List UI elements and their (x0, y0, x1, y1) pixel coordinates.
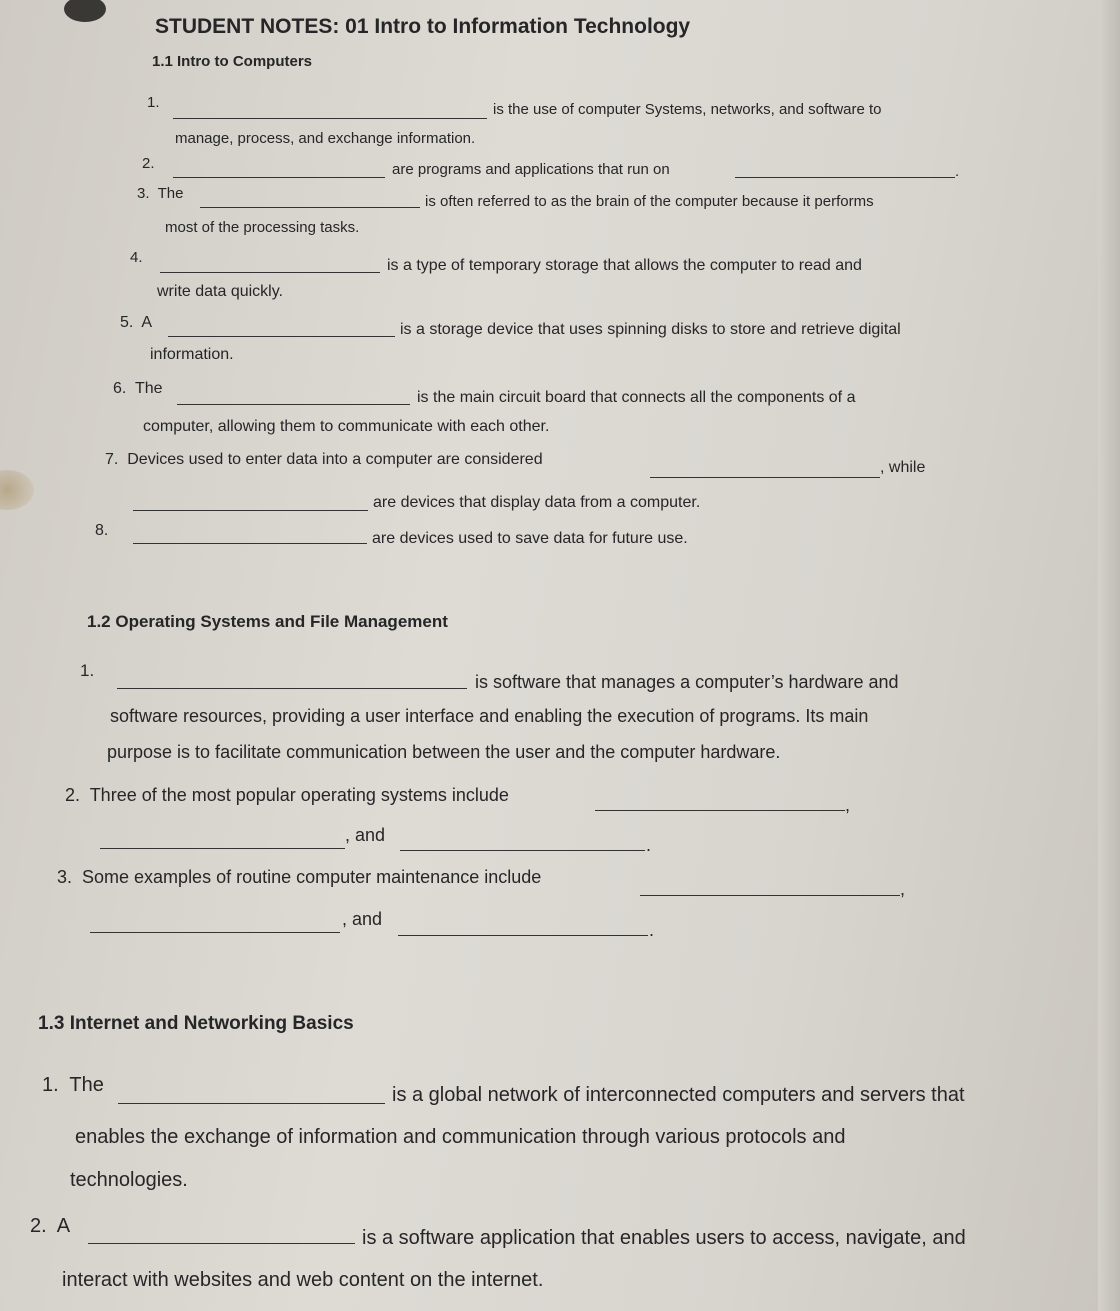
item-text: is often referred to as the brain of the computer because it performs (425, 193, 874, 210)
item-text: is a storage device that uses spinning disks to store and retrieve digital (400, 321, 901, 338)
paper-edge (1098, 0, 1120, 1311)
item-number: 8. (95, 522, 109, 539)
answer-blank[interactable] (173, 118, 487, 119)
item-text: manage, process, and exchange information. (175, 130, 476, 147)
item-text: is software that manages a computer’s hardware and (475, 672, 899, 692)
item-number: 3. Some examples of routine computer maintenance include (57, 867, 542, 887)
answer-blank[interactable] (177, 404, 410, 405)
item-text: is the use of computer Systems, networks, and software to (493, 101, 882, 118)
paper-shadow-blob (64, 0, 106, 22)
item-number: 2. Three of the most popular operating systems include (65, 785, 509, 805)
item-text: are devices used to save data for future use. (372, 530, 688, 547)
answer-blank[interactable] (133, 543, 367, 544)
section-heading-1-1: 1.1 Intro to Computers (152, 53, 313, 70)
item-number: 2. A (30, 1215, 71, 1237)
answer-blank[interactable] (168, 336, 395, 337)
answer-blank[interactable] (398, 935, 648, 936)
answer-blank[interactable] (118, 1103, 385, 1104)
answer-blank[interactable] (117, 688, 467, 689)
punctuation: , (900, 879, 906, 899)
answer-blank[interactable] (400, 850, 645, 851)
section-heading-1-3: 1.3 Internet and Networking Basics (38, 1013, 354, 1034)
answer-blank[interactable] (650, 477, 880, 478)
answer-blank[interactable] (200, 207, 420, 208)
item-text: , while (880, 459, 926, 476)
item-text: , and (342, 909, 383, 929)
answer-blank[interactable] (100, 848, 345, 849)
answer-blank[interactable] (640, 895, 900, 896)
page-title: STUDENT NOTES: 01 Intro to Information Technology (155, 15, 691, 38)
item-text: enables the exchange of information and communication through various protocols and (75, 1126, 846, 1148)
item-number: 1. (147, 94, 160, 111)
item-text: information. (150, 346, 234, 363)
item-text: are programs and applications that run on (392, 161, 670, 178)
answer-blank[interactable] (133, 510, 368, 511)
item-text: purpose is to facilitate communication between the user and the computer hardware. (107, 742, 781, 762)
item-text: , and (345, 825, 386, 845)
answer-blank[interactable] (735, 177, 955, 178)
item-text: is a type of temporary storage that allows the computer to read and (387, 257, 862, 274)
punch-hole (0, 470, 34, 510)
answer-blank[interactable] (595, 810, 845, 811)
item-text: is a global network of interconnected computers and servers that (392, 1084, 965, 1106)
item-number: 1. (80, 661, 95, 680)
punctuation: . (955, 163, 960, 180)
item-text: is the main circuit board that connects all the components of a (417, 389, 856, 406)
item-number: 3. The (137, 185, 184, 202)
item-number: 7. Devices used to enter data into a computer are considered (105, 451, 543, 468)
punctuation: . (646, 835, 652, 855)
section-heading-1-2: 1.2 Operating Systems and File Management (87, 612, 448, 631)
item-number: 5. A (120, 314, 153, 331)
item-text: is a software application that enables users to access, navigate, and (362, 1227, 966, 1249)
item-text: most of the processing tasks. (165, 219, 360, 236)
item-text: technologies. (70, 1169, 188, 1191)
item-number: 4. (130, 249, 143, 266)
answer-blank[interactable] (173, 177, 385, 178)
answer-blank[interactable] (160, 272, 380, 273)
item-text: are devices that display data from a computer. (373, 494, 701, 511)
punctuation: . (649, 920, 655, 940)
punctuation: , (845, 795, 851, 815)
item-text: software resources, providing a user interface and enabling the execution of programs. Its main (110, 706, 869, 726)
answer-blank[interactable] (88, 1243, 355, 1244)
item-text: computer, allowing them to communicate with each other. (143, 418, 550, 435)
answer-blank[interactable] (90, 932, 340, 933)
item-number: 1. The (42, 1074, 104, 1096)
item-text: write data quickly. (157, 283, 283, 300)
item-number: 6. The (113, 380, 163, 397)
item-number: 2. (142, 155, 155, 172)
item-text: interact with websites and web content on the internet. (62, 1269, 544, 1291)
